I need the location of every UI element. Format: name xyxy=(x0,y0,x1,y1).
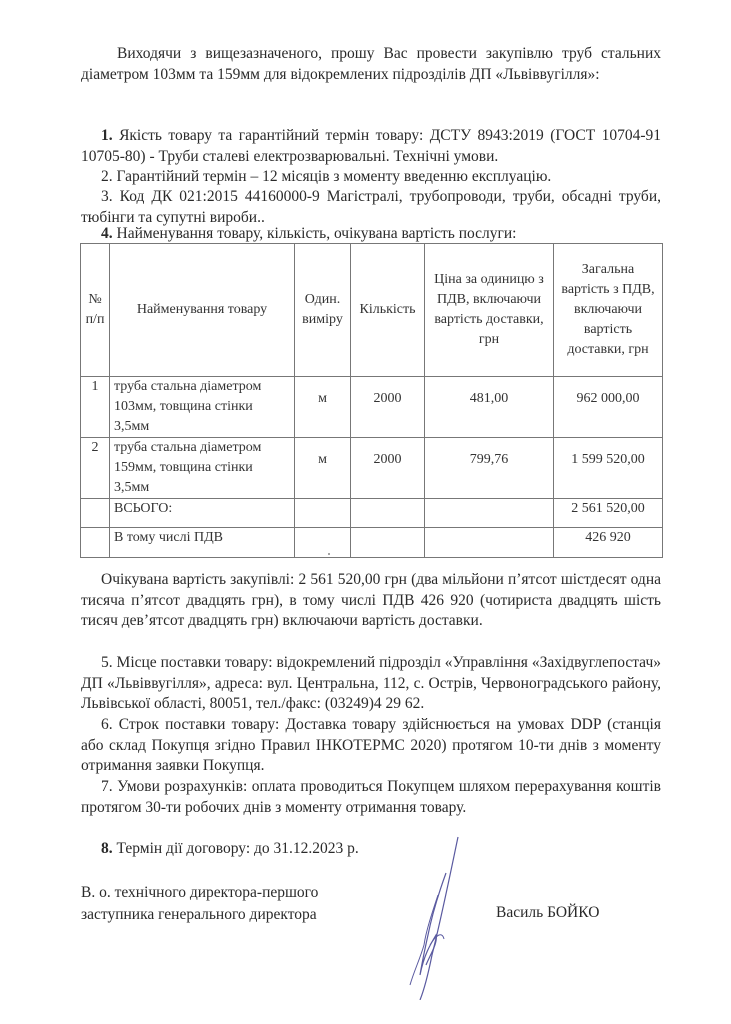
table-vat-row xyxy=(81,528,663,558)
signatory-name: Василь БОЙКО xyxy=(496,904,600,921)
clause-3: 3. Код ДК 021:2015 44160000-9 Магістралі, трубопроводи, труби, обсадні труби, тюбінги та супутні вироби.. xyxy=(81,188,661,226)
expected-cost-paragraph: Очікувана вартість закупівлі: 2 561 520,00 грн (два мільйони п’ятсот шістдесят одна тисяча п’ятсот двадцять грн), в тому числі ПДВ 426 920 (чотириста двадцять шість тисяч дев’ятсот двадцять грн) включаючи вартість доставки. xyxy=(81,571,661,629)
row-name: труба стальна діаметром 103мм, товщина стінки 3,5мм xyxy=(110,377,295,438)
row-quantity: 2000 xyxy=(351,377,425,438)
table-total-row xyxy=(81,499,663,528)
table-header-row xyxy=(81,244,663,377)
scan-speck xyxy=(328,553,330,555)
clause-1-text: Якість товару та гарантійний термін товару: ДСТУ 8943:2019 (ГОСТ 10704-91 10705-80) - Труби сталеві електрозварювальні. Технічні умови. xyxy=(81,127,662,165)
clause-1 xyxy=(81,126,661,167)
intro-line-3: ДП «Львіввугілля»: xyxy=(469,65,600,83)
clause-8-number: 8. xyxy=(101,840,113,857)
header-quantity: Кількість xyxy=(351,244,425,377)
intro-paragraph xyxy=(81,44,661,85)
handwritten-signature-icon xyxy=(380,835,480,1000)
clause-1-number: 1. xyxy=(101,127,113,144)
header-name: Найменування товару xyxy=(110,244,295,377)
row-quantity: 2000 xyxy=(351,438,425,499)
position-line-1: В. о. технічного директора-першого xyxy=(81,884,319,901)
clause-4-text: Найменування товару, кількість, очікувана вартість послуги: xyxy=(116,225,517,242)
row-price: 799,76 xyxy=(425,438,554,499)
clause-8 xyxy=(81,839,661,860)
row-total: 962 000,00 xyxy=(554,377,663,438)
row-name: труба стальна діаметром 159мм, товщина стінки 3,5мм xyxy=(110,438,295,499)
clause-7: 7. Умови розрахунків: оплата проводиться Покупцем шляхом перерахування коштів протягом 30-ти робочих днів з моменту отримання товару. xyxy=(81,778,661,816)
header-unit: Один. виміру xyxy=(295,244,351,377)
empty-cell xyxy=(295,499,351,528)
empty-cell xyxy=(351,499,425,528)
vat-value: 426 920 xyxy=(554,528,663,558)
clause-8-text: Термін дії договору: до 31.12.2023 р. xyxy=(116,840,359,857)
signatory-position xyxy=(81,882,318,926)
goods-table xyxy=(80,243,663,558)
empty-cell xyxy=(81,528,110,558)
clause-6: 6. Строк поставки товару: Доставка товару здійснюється на умовах DDP (станція або склад Покупця згідно Правил ІНКОТЕРМС 2020) протягом 10-ти днів з моменту отримання заявки Покупця. xyxy=(81,716,661,774)
row-total: 1 599 520,00 xyxy=(554,438,663,499)
row-number: 1 xyxy=(81,377,110,438)
clause-5: 5. Місце поставки товару: відокремлений підрозділ «Управління «Західвуглепостач» ДП «Львіввугілля», адреса: вул. Центральна, 112, с. Острів, Червоноградського району, Львівської області, 80051, тел./факс: (03249)4 29 62. xyxy=(81,654,661,712)
intro-line-2: стальних діаметром 103мм та 159мм для відокремлених підрозділів xyxy=(81,45,661,83)
empty-cell xyxy=(295,528,351,558)
header-unit-price: Ціна за одиницю з ПДВ, включаючи вартість доставки, грн xyxy=(425,244,554,377)
row-price: 481,00 xyxy=(425,377,554,438)
empty-cell xyxy=(81,499,110,528)
total-value: 2 561 520,00 xyxy=(554,499,663,528)
vat-label: В тому числі ПДВ xyxy=(110,528,295,558)
total-label: ВСЬОГО: xyxy=(110,499,295,528)
intro-line-1: Виходячи з вищезазначеного, прошу Вас провести закупівлю труб xyxy=(117,45,592,62)
header-number: № п/п xyxy=(81,244,110,377)
clause-4 xyxy=(81,224,661,245)
empty-cell xyxy=(425,528,554,558)
row-unit: м xyxy=(295,438,351,499)
clause-4-number: 4. xyxy=(101,225,113,242)
row-unit: м xyxy=(295,377,351,438)
empty-cell xyxy=(425,499,554,528)
empty-cell xyxy=(351,528,425,558)
row-number: 2 xyxy=(81,438,110,499)
position-line-2: заступника генерального директора xyxy=(81,906,317,923)
table-row xyxy=(81,377,663,438)
header-total-price: Загальна вартість з ПДВ, включаючи вартість доставки, грн xyxy=(554,244,663,377)
table-row xyxy=(81,438,663,499)
clause-2: 2. Гарантійний термін – 12 місяців з моменту введенню експлуацію. xyxy=(101,168,552,185)
